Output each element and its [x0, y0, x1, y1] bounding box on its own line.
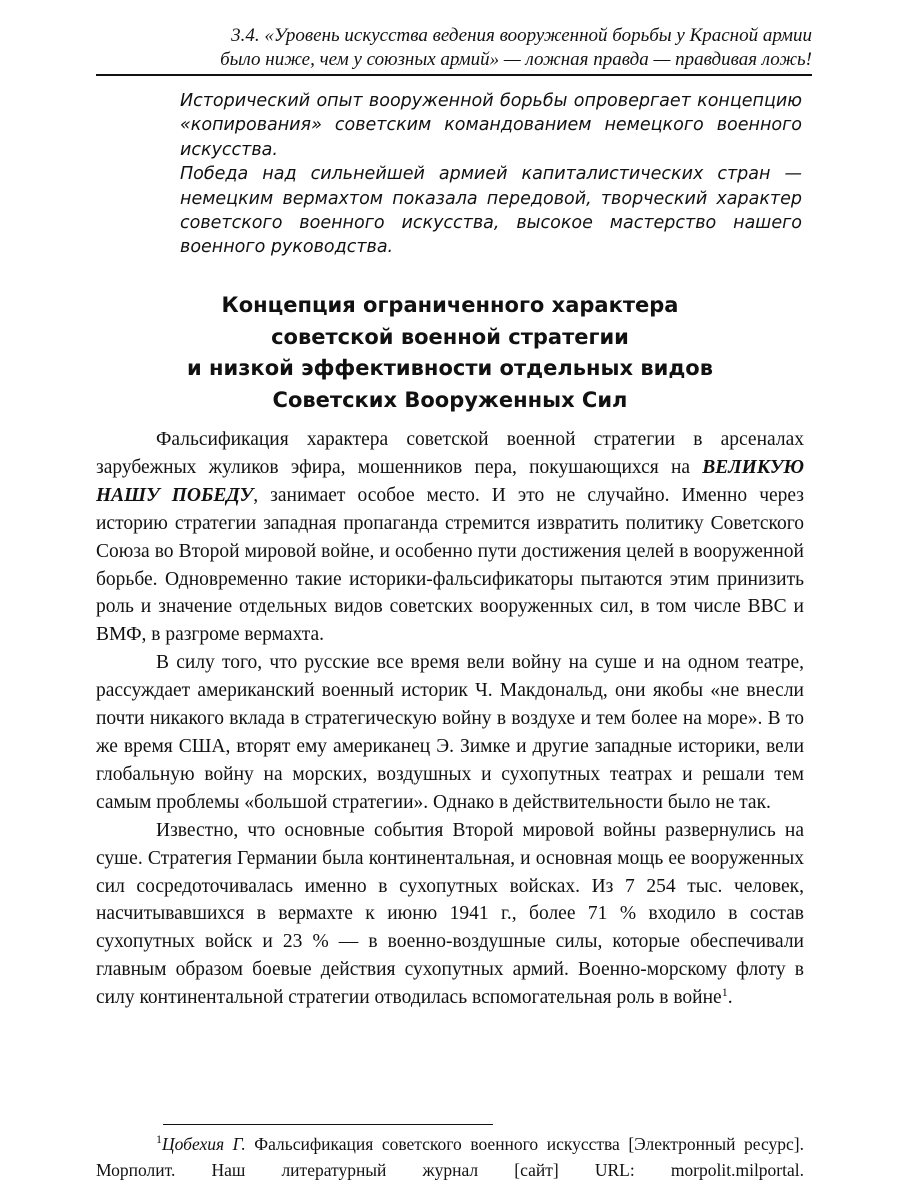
section-title — [96, 290, 804, 416]
header-rule — [96, 74, 812, 76]
epigraph-paragraph-2: Победа над сильнейшей армией капиталистических стран — немецким вермахтом показала передовой, творческий характер советского военного искусства, высокое мастерство нашего военного руководства. — [180, 164, 802, 258]
footnote-text: Фальсификация советского военного искусства [Электронный ресурс]. Морполит. Наш литературный журнал [сайт] URL: morpolit.milportal. — [96, 1134, 804, 1180]
body-paragraph-3-text: Известно, что основные события Второй мировой войны развернулись на суше. Стратегия Германии была континентальная, и основная мощь ее вооруженных сил сосредоточивалась именно в сухопутных войсках. Из 7 254 тыс. человек, насчитывавшихся в вермахте к июню 1941 г., более 71 % входило в состав сухопутных войск и 23 % — в военно-воздушные силы, которые обеспечивали главным образом боевые действия сухопутных армий. Военно-морскому флоту в силу континентальной стратегии отводилась вспомогательная роль в войне — [96, 819, 804, 1009]
body-paragraph-3-end: . — [727, 987, 733, 1009]
body-paragraph-1-start: Фальсификация характера советской военной стратегии в арсеналах зарубежных жуликов эфира, мошенников пера, покушающихся на — [96, 429, 804, 478]
footnote — [96, 1131, 804, 1183]
epigraph — [180, 89, 802, 260]
footnote-reference[interactable]: 1 — [721, 985, 728, 1000]
body-paragraph-2: В силу того, что русские все время вели войну на суше и на одном театре, рассуждает американский военный историк Ч. Макдональд, они якобы «не внесли почти никакого вклада в стратегическую войну в воздухе и тем более на море». В то же время США, вторят ему американец Э. Зимке и другие западные историки, вели глобальную войну на морских, воздушных и сухопутных театрах и решали тем самым проблемы «большой стратегии». Однако в действительности было не так. — [96, 652, 804, 813]
epigraph-paragraph-1: Исторический опыт вооруженной борьбы опровергает концепцию «копирования» советским командованием немецкого военного искусства. — [180, 91, 802, 160]
running-head — [96, 24, 812, 72]
running-head-line-2: было ниже, чем у союзных армий» — ложная правда — правдивая ложь! — [220, 49, 812, 70]
footnote-rule — [163, 1124, 493, 1125]
section-title-line-3: и низкой эффективности отдельных видов — [186, 356, 714, 380]
body-paragraph-1-emphasis: ВЕЛИКУЮ НАШУ ПОБЕДУ — [96, 456, 804, 506]
section-title-line-2: советской военной стратегии — [271, 324, 629, 349]
section-title-line-1: Концепция ограниченного характера — [221, 293, 679, 317]
running-head-line-1: 3.4. «Уровень искусства ведения вооруженной борьбы у Красной армии — [231, 25, 812, 46]
body-text — [96, 426, 804, 1012]
body-paragraph-1 — [96, 426, 804, 649]
section-title-line-4: Советских Вооруженных Сил — [272, 387, 628, 412]
footnote-marker: 1 — [156, 1132, 162, 1146]
body-paragraph-1-end: , занимает особое место. И это не случайно. Именно через историю стратегии западная пропаганда стремится извратить политику Советского Союза во Второй мировой войне, и особенно пути достижения целей в вооруженной борьбе. Одновременно такие историки-фальсификаторы пытаются этим принизить роль и значение отдельных видов советских вооруженных сил, в том числе ВВС и ВМФ, в разгроме вермахта. — [96, 484, 805, 646]
body-paragraph-3 — [96, 817, 804, 1012]
footnote-author: Цобехия Г. — [162, 1134, 246, 1154]
